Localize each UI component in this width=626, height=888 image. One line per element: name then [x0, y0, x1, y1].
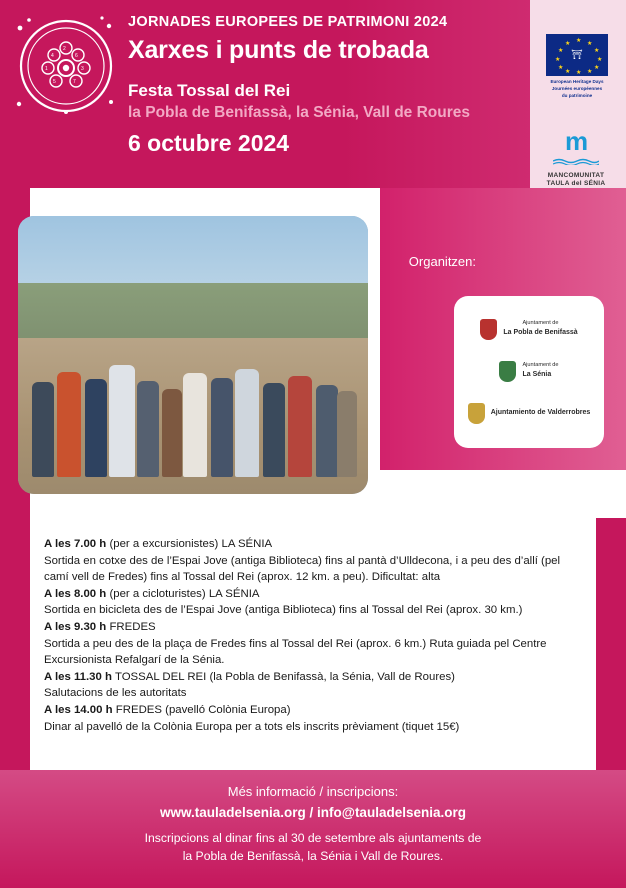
event-date: 6 octubre 2024: [128, 129, 290, 156]
organizer-senia: [462, 350, 596, 392]
footer-note-line1: Inscripcions al dinar fins al 30 de setembre als ajuntaments de: [144, 831, 482, 845]
crest-gold-icon: [468, 403, 485, 424]
european-heritage-days-logo: [540, 34, 614, 100]
circular-medallion-icon: [14, 14, 118, 118]
svg-text:3: 3: [81, 66, 84, 72]
wave-icon: [553, 158, 599, 165]
svg-text:2: 2: [63, 46, 66, 52]
schedule-item: [44, 669, 576, 685]
schedule-item: [44, 536, 576, 552]
poster-header: [0, 0, 626, 188]
schedule-1-qualifier: (per a cicloturistes) LA SÉNIA: [109, 587, 260, 600]
header-kicker: JORNADES EUROPEES DE PATRIMONI 2024: [128, 14, 448, 30]
footer-note-line2: la Pobla de Benifassà, la Sénia i Vall de Roures.: [182, 848, 444, 863]
schedule-2-time: A les 9.30 h: [44, 620, 107, 633]
page-title: Xarxes i punts de trobada: [128, 36, 429, 65]
schedule-2-qualifier: FREDES: [109, 620, 156, 633]
eu-flag-icon: ★ ★ ★ ★ ★ ★ ★ ★ ★ ★ ★ ★ ⛩: [546, 34, 608, 76]
organizer-0-big: La Pobla de Benifassà: [503, 329, 578, 336]
poster-footer: [0, 770, 626, 888]
svg-text:6: 6: [75, 53, 78, 59]
schedule-4-detail: Dinar al pavelló de la Colònia Europa per a tots els inscrits prèviament (tiquet 15€): [44, 720, 460, 733]
schedule-0-time: A les 7.00 h: [44, 538, 107, 550]
left-pink-bar-2: [0, 518, 30, 770]
mancomunitat-sub: TAULA del SÉNIA: [546, 180, 606, 188]
organizers-label: Organitzen:: [408, 254, 476, 269]
footer-contact-link[interactable]: www.tauladelsenia.org / info@tauladelsenia.org: [160, 805, 466, 820]
mancomunitat-mark-icon: m: [564, 126, 588, 156]
schedule-0-qualifier: (per a excursionistes) LA SÉNIA: [109, 538, 273, 550]
svg-text:5: 5: [53, 79, 56, 85]
organizer-0-small: Ajuntament de: [522, 320, 559, 327]
schedule-3-qualifier: TOSSAL DEL REI (la Pobla de Benifassà, la Sénia, Vall de Roures): [114, 670, 455, 683]
svg-text:4: 4: [51, 53, 54, 59]
event-name: Festa Tossal del Rei: [128, 80, 291, 100]
group-of-hikers-photo: [18, 216, 368, 494]
organizer-1-small: Ajuntament de: [522, 362, 559, 369]
svg-text:1: 1: [45, 66, 48, 72]
poster-middle: [0, 188, 626, 518]
organizers-logo-card: [454, 296, 604, 448]
event-locations: la Pobla de Benifassà, la Sénia, Vall de Roures: [128, 103, 470, 121]
eu-logo-line2: Journées européennes: [551, 85, 603, 91]
schedule-3-time: A les 11.30 h: [44, 670, 112, 683]
schedule-section: [0, 518, 626, 770]
footer-info-label: Més informació / inscripcions:: [227, 784, 399, 799]
eu-logo-line1: European Heritage Days: [550, 79, 604, 84]
schedule-item: [44, 619, 576, 635]
crest-red-icon: [480, 319, 497, 340]
organizer-valderrobres: [462, 392, 596, 434]
schedule-item: [44, 586, 576, 602]
schedule-0-detail: Sortida en cotxe des de l’Espai Jove (antiga Biblioteca) fins al pantà d’Ulldecona, i a peu des d’allí (pel camí vell de Fredes) fins al Tossal del Rei (aprox. 12 km. a peu). Dificultat: alta: [44, 554, 561, 583]
schedule-4-time: A les 14.00 h: [44, 703, 113, 716]
organizer-1-big: La Sénia: [522, 371, 552, 378]
schedule-2-detail: Sortida a peu des de la plaça de Fredes fins al Tossal del Rei (aprox. 6 km.) Ruta guiada pel Centre Excursionista Refalgarí de la Sénia.: [44, 637, 547, 666]
schedule-4-qualifier: FREDES (pavelló Colònia Europa): [115, 703, 291, 716]
schedule-1-time: A les 8.00 h: [44, 587, 107, 600]
schedule-3-detail: Salutacions de les autoritats: [44, 687, 187, 700]
organizer-pobla: [462, 308, 596, 350]
svg-text:7: 7: [73, 79, 76, 85]
crest-green-icon: [499, 361, 516, 382]
mancomunitat-logo: [536, 128, 616, 189]
right-pink-bar: [596, 518, 626, 770]
schedule-1-detail: Sortida en bicicleta des de l’Espai Jove (antiga Biblioteca) fins al Tossal del Rei (aprox. 30 km.): [44, 604, 523, 617]
mancomunitat-name: MANCOMUNITAT: [547, 172, 605, 179]
schedule-list: [44, 536, 576, 735]
organizer-2-big: Ajuntamiento de Valderrobres: [490, 409, 591, 417]
eu-logo-line3: du patrimoine: [561, 92, 593, 98]
header-title-block: [128, 14, 518, 157]
schedule-item: [44, 702, 576, 718]
